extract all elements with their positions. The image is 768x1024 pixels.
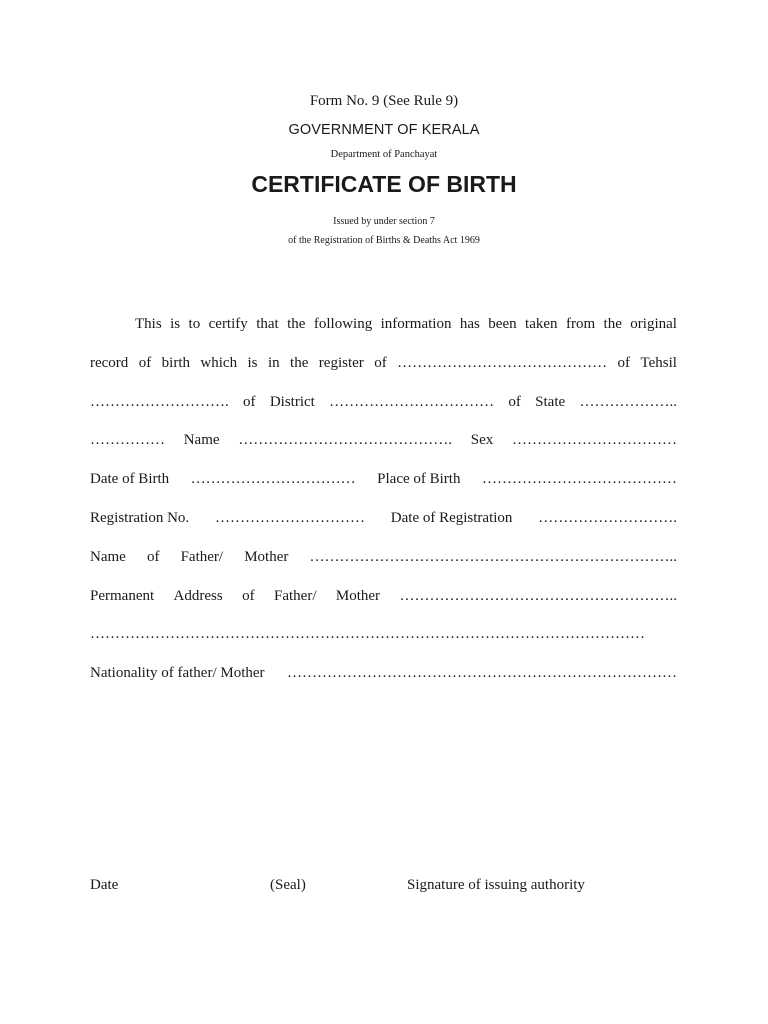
line-segment: …………………………… [511,432,677,448]
line-segment: in [267,355,280,371]
body-line-1 [135,316,677,333]
line-segment: Father/ [274,588,317,604]
body-line-5 [90,471,677,488]
line-segment: State [535,394,566,410]
line-segment: the [603,316,622,332]
line-segment: ………………………… [214,510,365,526]
body-line-6 [90,510,677,527]
line-segment: original [630,316,677,332]
issued-under-line2: of the Registration of Births & Deaths Act 1969 [288,235,480,246]
line-segment: Date of Registration [390,510,513,526]
body-line-10 [90,665,677,682]
body-line-4 [90,432,677,449]
line-segment: of [146,549,160,565]
line-segment: has [459,316,480,332]
form-number: Form No. 9 (See Rule 9) [309,93,459,109]
line-segment: ……………………………………………….. [399,588,677,604]
line-segment: Name [90,549,126,565]
line-segment: of [617,355,631,371]
line-segment: District [269,394,315,410]
line-segment: Permanent [90,588,155,604]
line-segment: This [135,316,162,332]
line-segment: of [508,394,521,410]
certificate-title: CERTIFICATE OF BIRTH [251,171,517,197]
line-segment: been [488,316,517,332]
line-segment: Mother [244,549,289,565]
line-segment: Mother [335,588,381,604]
line-segment: of [374,355,387,371]
line-segment: which [200,355,238,371]
line-segment: Nationality of father/ Mother [90,665,265,681]
body-line-9 [90,626,677,643]
body-line-3 [90,394,677,411]
department-name: Department of Panchayat [330,149,438,160]
line-segment: ………………………………… [481,471,677,487]
line-segment: …………………………………… [397,355,608,371]
line-segment: the [290,355,309,371]
line-segment: Date of Birth [90,471,170,487]
line-segment: ……………………………………………………………….. [309,549,677,565]
body-line-2 [90,355,677,372]
line-segment: ………………………. [90,394,229,410]
signature-label: Signature of issuing authority [407,877,585,893]
date-label: Date [90,877,119,893]
line-segment: Address [173,588,223,604]
line-segment: ……………………………………. [238,432,453,448]
line-segment: …………………………………………………………………… [287,665,677,681]
line-segment: certify [208,316,248,332]
line-segment: of [138,355,152,371]
line-segment: ………………………. [538,510,677,526]
line-segment: that [256,316,279,332]
line-segment: Place of Birth [377,471,461,487]
government-name: GOVERNMENT OF KERALA [288,122,480,138]
line-segment: is [170,316,181,332]
line-segment: …………… [90,432,165,448]
body-line-7 [90,549,677,566]
line-segment: Sex [470,432,494,448]
line-segment: record [90,355,129,371]
line-segment: from [565,316,596,332]
line-segment: taken [525,316,558,332]
body-line-8 [90,588,677,605]
line-segment: ……………….. [579,394,677,410]
line-segment: the [287,316,306,332]
line-segment: to [188,316,201,332]
line-segment: is [247,355,258,371]
line-segment: Name [183,432,220,448]
line-segment: following [313,316,373,332]
line-segment: of [243,394,256,410]
seal-label: (Seal) [270,877,306,893]
issued-under-line1: Issued by under section 7 [333,216,435,227]
line-segment: of [242,588,255,604]
line-segment: register [318,355,364,371]
line-segment: …………………………… [190,471,356,487]
line-segment: information [380,316,452,332]
line-segment: Father/ [180,549,224,565]
line-segment: birth [161,355,190,371]
line-segment: Tehsil [640,355,677,371]
line-segment: …………………………… [329,394,495,410]
line-segment: Registration No. [90,510,190,526]
line-segment: ………………………………………………………………………………………………… [90,626,645,642]
